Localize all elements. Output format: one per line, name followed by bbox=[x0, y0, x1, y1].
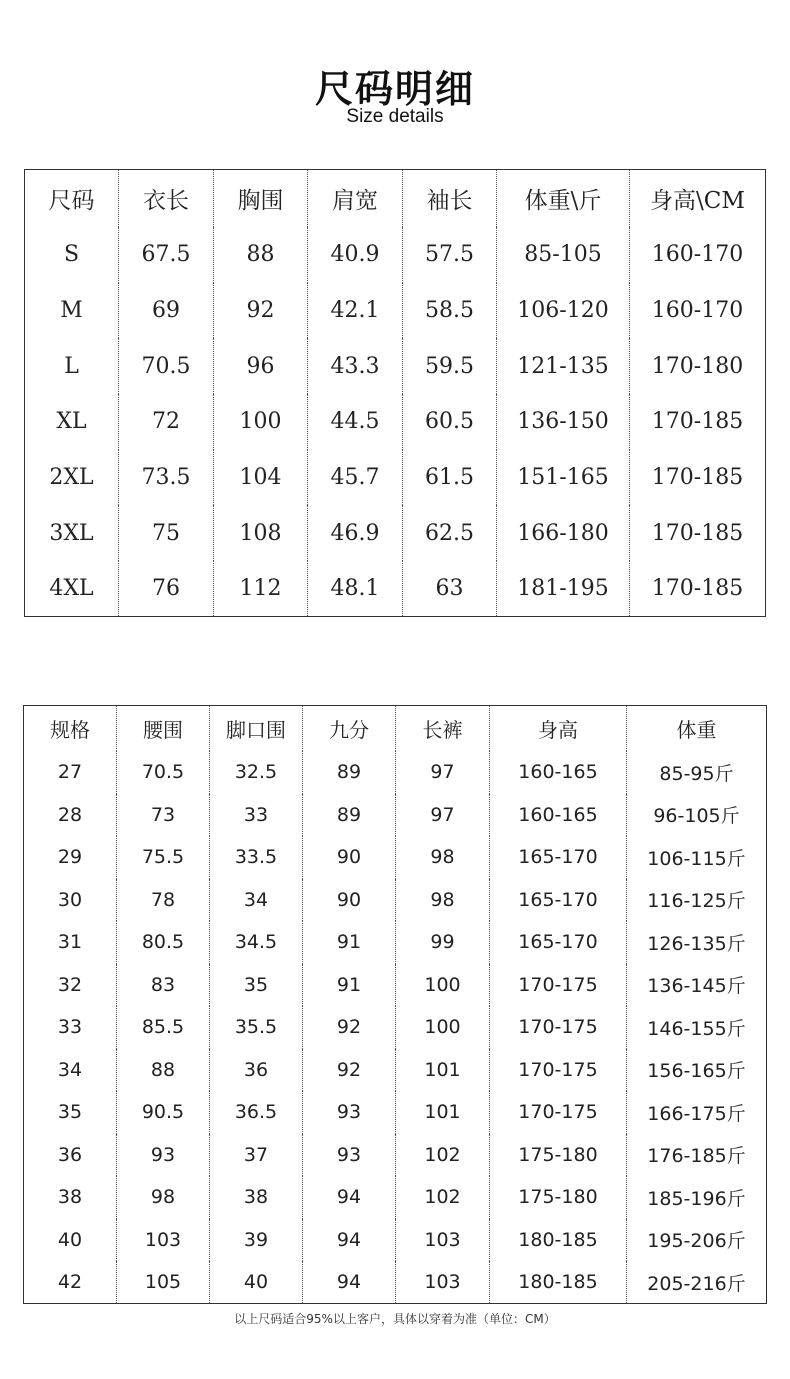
table-cell: 98 bbox=[117, 1176, 210, 1219]
table-cell: 136-145斤 bbox=[627, 964, 767, 1007]
table-cell: 38 bbox=[210, 1176, 303, 1219]
table-cell: 2XL bbox=[49, 465, 94, 491]
table-cell: 100 bbox=[214, 394, 308, 450]
table-cell: M bbox=[60, 298, 83, 324]
footer-note: 以上尺码适合95%以上客户，具体以穿着为准（单位：CM） bbox=[234, 1312, 556, 1326]
table-cell: 176-185斤 bbox=[627, 1134, 767, 1177]
table-cell: 85.5 bbox=[117, 1006, 210, 1049]
table-cell: 181-195 bbox=[497, 561, 630, 617]
table-cell: 92 bbox=[303, 1006, 396, 1049]
table-cell: 33 bbox=[210, 794, 303, 837]
column-header: 体重 bbox=[627, 706, 767, 752]
table-cell: 90 bbox=[303, 879, 396, 922]
table-cell: 29 bbox=[57, 846, 83, 869]
table-row bbox=[24, 794, 767, 837]
table-cell: 33 bbox=[57, 1016, 83, 1039]
table-cell: 90 bbox=[303, 836, 396, 879]
table-cell: 185-196斤 bbox=[627, 1176, 767, 1219]
table-cell: 100 bbox=[396, 964, 490, 1007]
table-cell: 156-165斤 bbox=[627, 1049, 767, 1092]
table-row bbox=[24, 1219, 767, 1262]
table-cell: 96 bbox=[214, 338, 308, 394]
table-cell: S bbox=[63, 242, 80, 268]
table-row bbox=[24, 751, 767, 794]
table-cell: 36 bbox=[210, 1049, 303, 1092]
table-cell: 28 bbox=[57, 803, 83, 826]
table-cell: 90.5 bbox=[117, 1091, 210, 1134]
column-header: 九分 bbox=[303, 706, 396, 752]
table-cell: XL bbox=[56, 409, 87, 435]
column-header: 脚口围 bbox=[210, 706, 303, 752]
table-cell: 4XL bbox=[49, 576, 94, 602]
top-size-table bbox=[24, 169, 766, 617]
table-cell: 126-135斤 bbox=[627, 921, 767, 964]
table-cell: 93 bbox=[117, 1134, 210, 1177]
table-cell: 160-165 bbox=[490, 751, 627, 794]
table-cell: 57.5 bbox=[403, 227, 497, 283]
table-cell: 30 bbox=[57, 888, 83, 911]
table-cell: 146-155斤 bbox=[627, 1006, 767, 1049]
table-cell: 166-175斤 bbox=[627, 1091, 767, 1134]
page-title: 尺码明细 bbox=[314, 67, 475, 111]
table-cell: 34 bbox=[210, 879, 303, 922]
table-cell: 94 bbox=[303, 1176, 396, 1219]
table-cell: 88 bbox=[117, 1049, 210, 1092]
table-cell: 96-105斤 bbox=[627, 794, 767, 837]
table-cell: 62.5 bbox=[403, 505, 497, 561]
table-cell: 48.1 bbox=[308, 561, 403, 617]
table-cell: 35.5 bbox=[210, 1006, 303, 1049]
table-row bbox=[25, 227, 766, 283]
table-cell: 34 bbox=[57, 1058, 83, 1081]
table-cell: 103 bbox=[117, 1219, 210, 1262]
table-cell: 93 bbox=[303, 1091, 396, 1134]
table-cell: 103 bbox=[396, 1219, 490, 1262]
table-cell: 89 bbox=[303, 794, 396, 837]
table-cell: 60.5 bbox=[403, 394, 497, 450]
table-cell: 31 bbox=[57, 931, 83, 954]
table-cell: 59.5 bbox=[403, 338, 497, 394]
table-cell: 73.5 bbox=[119, 450, 214, 506]
table-cell: 91 bbox=[303, 921, 396, 964]
table-cell: 75.5 bbox=[117, 836, 210, 879]
table-cell: 170-185 bbox=[630, 561, 766, 617]
table-cell: 61.5 bbox=[403, 450, 497, 506]
table-row bbox=[25, 338, 766, 394]
table-row bbox=[24, 1049, 767, 1092]
table-cell: 180-185 bbox=[490, 1219, 627, 1262]
table-cell: 105 bbox=[117, 1261, 210, 1304]
table-cell: 205-216斤 bbox=[627, 1261, 767, 1304]
table-cell: 88 bbox=[214, 227, 308, 283]
table-cell: 175-180 bbox=[490, 1176, 627, 1219]
column-header: 胸围 bbox=[214, 170, 308, 228]
table-row bbox=[24, 921, 767, 964]
table-cell: 180-185 bbox=[490, 1261, 627, 1304]
table-cell: 34.5 bbox=[210, 921, 303, 964]
table-row bbox=[25, 394, 766, 450]
table-cell: 73 bbox=[117, 794, 210, 837]
table-cell: 170-175 bbox=[490, 1006, 627, 1049]
table-cell: 102 bbox=[396, 1176, 490, 1219]
table-cell: 170-185 bbox=[630, 450, 766, 506]
table-cell: 94 bbox=[303, 1261, 396, 1304]
table-cell: 136-150 bbox=[497, 394, 630, 450]
table-cell: 32.5 bbox=[210, 751, 303, 794]
table-cell: 32 bbox=[57, 973, 83, 996]
table-cell: 160-170 bbox=[630, 227, 766, 283]
column-header: 身高 bbox=[490, 706, 627, 752]
table-row bbox=[24, 964, 767, 1007]
table-cell: 92 bbox=[303, 1049, 396, 1092]
column-header: 肩宽 bbox=[308, 170, 403, 228]
table-cell: 38 bbox=[57, 1186, 83, 1209]
table-cell: 160-170 bbox=[630, 283, 766, 339]
table-cell: 165-170 bbox=[490, 836, 627, 879]
column-header: 衣长 bbox=[119, 170, 214, 228]
table-cell: 37 bbox=[210, 1134, 303, 1177]
table-cell: 46.9 bbox=[308, 505, 403, 561]
bottom-size-table bbox=[23, 705, 767, 1304]
table-row bbox=[25, 283, 766, 339]
table-cell: 36 bbox=[57, 1143, 83, 1166]
table-cell: 43.3 bbox=[308, 338, 403, 394]
table-cell: 170-175 bbox=[490, 964, 627, 1007]
table-cell: 151-165 bbox=[497, 450, 630, 506]
table-cell: 108 bbox=[214, 505, 308, 561]
table-cell: 85-95斤 bbox=[627, 751, 767, 794]
table-cell: 42 bbox=[57, 1271, 83, 1293]
table-cell: 40.9 bbox=[308, 227, 403, 283]
table-cell: 121-135 bbox=[497, 338, 630, 394]
table-cell: 35 bbox=[57, 1101, 83, 1124]
table-cell: 170-185 bbox=[630, 394, 766, 450]
table-cell: 70.5 bbox=[117, 751, 210, 794]
column-header: 腰围 bbox=[117, 706, 210, 752]
table-cell: 97 bbox=[396, 794, 490, 837]
table-cell: 93 bbox=[303, 1134, 396, 1177]
table-cell: 160-165 bbox=[490, 794, 627, 837]
table-cell: 44.5 bbox=[308, 394, 403, 450]
table-cell: 85-105 bbox=[497, 227, 630, 283]
table-row bbox=[24, 1134, 767, 1177]
table-cell: 69 bbox=[119, 283, 214, 339]
column-header: 袖长 bbox=[403, 170, 497, 228]
table-cell: 92 bbox=[214, 283, 308, 339]
table-cell: 102 bbox=[396, 1134, 490, 1177]
table-cell: 166-180 bbox=[497, 505, 630, 561]
table-cell: 104 bbox=[214, 450, 308, 506]
table-cell: 170-180 bbox=[630, 338, 766, 394]
table-cell: 99 bbox=[396, 921, 490, 964]
table-cell: 35 bbox=[210, 964, 303, 1007]
table-cell: 98 bbox=[396, 879, 490, 922]
table-row bbox=[24, 1006, 767, 1049]
table-cell: 103 bbox=[396, 1261, 490, 1304]
table-cell: 78 bbox=[117, 879, 210, 922]
table-cell: 101 bbox=[396, 1049, 490, 1092]
table-cell: 101 bbox=[396, 1091, 490, 1134]
table-cell: 40 bbox=[210, 1261, 303, 1304]
table-cell: 3XL bbox=[49, 520, 94, 546]
table-row bbox=[25, 561, 766, 617]
table-cell: 170-175 bbox=[490, 1049, 627, 1092]
table-cell: 42.1 bbox=[308, 283, 403, 339]
table-row bbox=[24, 836, 767, 879]
table-row bbox=[24, 1176, 767, 1219]
column-header: 体重\斤 bbox=[497, 170, 630, 228]
table-cell: 175-180 bbox=[490, 1134, 627, 1177]
table-cell: 72 bbox=[119, 394, 214, 450]
table-cell: 98 bbox=[396, 836, 490, 879]
table-cell: 67.5 bbox=[119, 227, 214, 283]
table-cell: 80.5 bbox=[117, 921, 210, 964]
table-cell: 94 bbox=[303, 1219, 396, 1262]
table-row bbox=[24, 1261, 767, 1304]
table-cell: 195-206斤 bbox=[627, 1219, 767, 1262]
table-header-row bbox=[25, 170, 766, 228]
column-header: 身高\CM bbox=[630, 170, 766, 228]
table-cell: 36.5 bbox=[210, 1091, 303, 1134]
table-cell: 170-175 bbox=[490, 1091, 627, 1134]
table-cell: L bbox=[64, 353, 79, 379]
table-cell: 39 bbox=[210, 1219, 303, 1262]
table-cell: 63 bbox=[403, 561, 497, 617]
table-cell: 91 bbox=[303, 964, 396, 1007]
table-cell: 70.5 bbox=[119, 338, 214, 394]
table-cell: 100 bbox=[396, 1006, 490, 1049]
table-row bbox=[24, 1091, 767, 1134]
table-cell: 106-120 bbox=[497, 283, 630, 339]
table-cell: 165-170 bbox=[490, 921, 627, 964]
table-cell: 58.5 bbox=[403, 283, 497, 339]
column-header: 尺码 bbox=[48, 188, 95, 214]
table-cell: 27 bbox=[57, 761, 83, 784]
table-row bbox=[25, 450, 766, 506]
column-header: 规格 bbox=[50, 718, 90, 742]
table-cell: 170-185 bbox=[630, 505, 766, 561]
table-cell: 33.5 bbox=[210, 836, 303, 879]
table-cell: 83 bbox=[117, 964, 210, 1007]
table-cell: 75 bbox=[119, 505, 214, 561]
table-cell: 116-125斤 bbox=[627, 879, 767, 922]
table-row bbox=[25, 505, 766, 561]
column-header: 长裤 bbox=[396, 706, 490, 752]
table-header-row bbox=[24, 706, 767, 752]
table-cell: 106-115斤 bbox=[627, 836, 767, 879]
table-cell: 165-170 bbox=[490, 879, 627, 922]
table-row bbox=[24, 879, 767, 922]
table-cell: 40 bbox=[57, 1228, 83, 1251]
table-cell: 45.7 bbox=[308, 450, 403, 506]
table-cell: 89 bbox=[303, 751, 396, 794]
table-cell: 112 bbox=[214, 561, 308, 617]
table-cell: 97 bbox=[396, 751, 490, 794]
table-cell: 76 bbox=[119, 561, 214, 617]
page-subtitle: Size details bbox=[346, 106, 444, 127]
